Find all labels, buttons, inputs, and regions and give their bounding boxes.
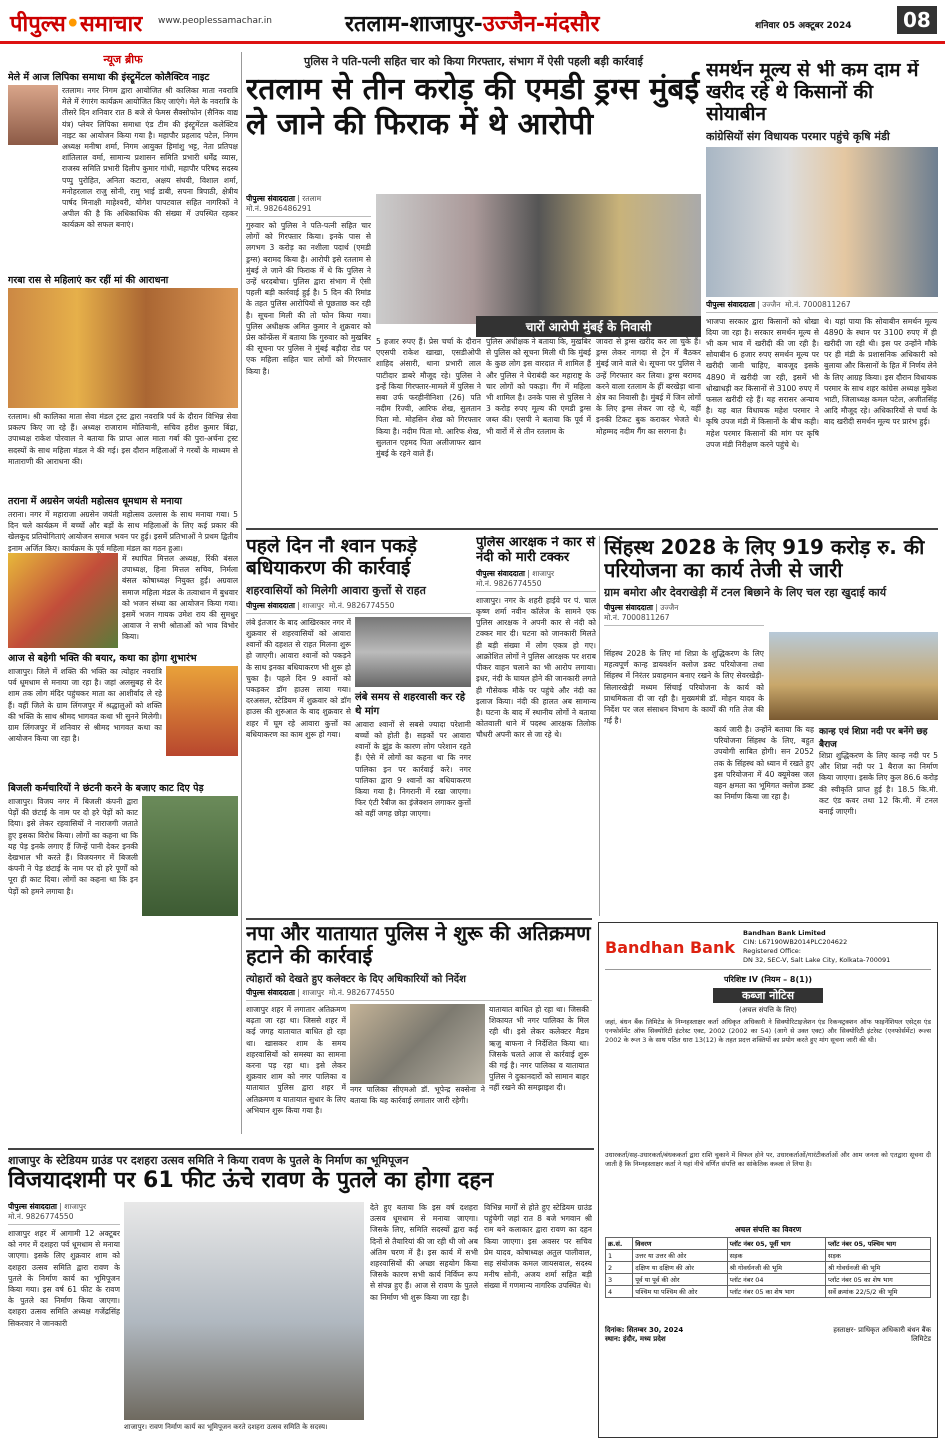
- simhastha-byline-city: उज्जैन: [660, 603, 679, 612]
- soy-col-2: थे। यहां पाया कि सोयाबीन समर्थन मूल्य 4890 के स्थान पर 3100 रुपए में ही खरीदी जा रही थी। इस पर उन्होंने मौके पर ही मंडी के प्रशासनिक अधिकारी को बुलाया और किसानों के हित में निर्णय लेने के लिए आग्रह किया। इस दौरान विधायक परमार के साथ शहर कांग्रेस अध्यक्ष मुकेश भाटी, जिलाध्यक्ष कमल पटेल, अजीतसिंह आदि मौजूद रहे। अधिकारियों से चर्चा के बाद खरीदी समर्थन मूल्य पर प्रारंभ हुई।: [824, 316, 937, 427]
- table-cell: 2: [606, 1262, 633, 1274]
- table-header-cell: विवरण: [633, 1238, 727, 1250]
- section-title-b: उज्जैन-मंदसौर: [482, 12, 600, 37]
- table-cell: श्री गोवर्धनजी की भूमि: [727, 1262, 825, 1274]
- garba-photo: [8, 288, 238, 408]
- ravan-byline-mobile: मो.नं. 9826774550: [8, 1212, 74, 1221]
- cop-headline: पुलिस आरक्षक ने कार से नंदी को मारी टक्कर: [476, 536, 596, 565]
- bandhan-bank-notice: [598, 922, 938, 1438]
- brief-body-3: तराना। नगर में महाराजा अग्रसेन जयंती महोत्सव उल्लास के साथ मनाया गया। 5 दिन चले कार्यक्रम में बच्चों और बड़ों के साथ महिलाओं के लिए कई प्रकार की खेलकूद प्रतियोगिताएं आयोजन समाज भवन पर हुई। इसमें प्रतिभाओं ने प्रथम द्वितीय इनाम अर्जित किए। कार्यक्रम के पूर्व महिला मंडल का गठन हुआ।: [8, 510, 238, 553]
- dog-col-2: आवारा श्वानों से सबसे ज्यादा परेशानी बच्चों को होती है। सड़कों पर आवारा श्वानों के झुंड के कारण लोग परेशान रहते हैं। ऐसे में लोगों का कहना था कि नगर पालिका इन पर कार्रवाई करे। नगर पालिका द्वारा 9 श्वानों का बधियाकरण किया गया है। निगरानी में रखा जाएगा। फिर एंटी रैबीज का इंजेक्शन लगाकर कुत्तों को वहीं जगह छोड़ा जाएगा।: [355, 719, 471, 819]
- ravan-photo-caption: शाजापुर। रावण निर्माण कार्य का भूमिपूजन करते दशहरा उत्सव समिति के सदस्य।: [124, 1423, 328, 1431]
- table-cell: प्लॉट नंबर 04: [727, 1274, 825, 1286]
- tree-photo: [142, 796, 238, 916]
- ad-body-1: जहां, बंधन बैंक लिमिटेड के निम्नहस्ताक्षर कर्ता अधिकृत अधिकारी ने सिक्योरिटाइजेशन एंड रिकन्स्ट्रक्शन ऑफ फाइनेंशियल एसेट्स एंड एनफोर्समेंट ऑफ सिक्योरिटी इंटरेस्ट एक्ट, 2002 (2002 का 54) (आगे से उक्त एक्ट) और सिक्योरिटी इंटरेस्ट (एनफोर्समेंट) रूल्स 2002 के रूल 3 के साथ पठित धारा 13(12) के तहत प्रदत्त शक्तियों का प्रयोग करते हुए मांग सूचना जारी की थी।: [605, 1018, 931, 1044]
- ravan-byline-name: पीपुल्स संवाददाता: [8, 1202, 57, 1211]
- section-title-a: रतलाम-शाजापुर-: [345, 12, 483, 37]
- bank-company: Bandhan Bank Limited: [743, 929, 826, 937]
- ravan-col-2: देते हुए बताया कि इस वर्ष दशहरा उत्सव धूमधाम से मनाया जाएगा। जिसके लिए, समिति सदस्यों द्वारा कई दिनों से तैयारियां की जा रही थी जो अब अंतिम चरण में है। इस कार्य में सभी शहरवासियों की अच्छा सहयोग किया जिसके कारण सभी कार्य निर्विघ्न रूप से संपन्न हुए हैं। आज से रावण के पुतले का निर्माण भी शुरू किया जा रहा है।: [370, 1203, 478, 1302]
- ad-appendix: परिशिष्ट IV (नियम – 8(1)): [723, 975, 813, 984]
- ravan-headline: विजयादशमी पर 61 फीट ऊंचे रावण के पुतले का होगा दहन: [8, 1168, 494, 1193]
- table-cell: प्लॉट नंबर 05 का शेष भाग: [727, 1286, 825, 1298]
- page-number: 08: [897, 6, 937, 34]
- table-row: [606, 1262, 931, 1274]
- lead-col-4: जावरा से ड्रग्स खरीद कर ला चुके हैं। ड्रग्स लेकर नागदा से ट्रेन में बैठकर मुंबई जाने वाले थे। सूचना पर पुलिस ने उन्हें गिरफ्तार कर लिया। ड्रग्स बरामद करने वाला रतलाम के हीं बरखेड़ा थाना क्षेत्र का निवासी है। मुंबई में जिन लोगों के लिए ड्रग्स लेकर जा रहे थे, वहीं इनकी टिकट बुक कराकर भेजते थे। मोहम्मद नदीम गैंग का सरगना है।: [596, 337, 701, 436]
- table-cell: सड़क: [727, 1250, 825, 1262]
- simhastha-byline: पीपुल्स संवाददाता | उज्जैन मो.नं. 7000811267: [604, 603, 764, 626]
- brief-headline-5: बिजली कर्मचारियों ने छंटनी करने के बजाए काट दिए पेड़: [8, 783, 204, 794]
- column-divider-2: [599, 536, 600, 916]
- brief-body-2: रतलाम। श्री कालिका माता सेवा मंडल ट्रस्ट द्वारा नवरात्रि पर्व के दौरान विभिन्न सेवा प्रकल्प किए जा रहे हैं। अध्यक्ष राजाराम मोतियानी, सचिव हरीश कुमार बिंद्रा, उपाध्यक्ष राकेश पोरवाल ने बताया कि प्राप्त आल माता गर्बा की पुरा-अर्चना ट्रस्ट सदस्यों के साथ महिला मंडल ने की गई। इस दौरान महिलाओं ने गरबों के माध्यम से माताराणी की आराधना की।: [8, 412, 238, 466]
- site-url: www.peoplessamachar.in: [158, 16, 272, 26]
- table-row: [606, 1250, 931, 1262]
- ad-body-2: उधारकर्ता/सह-उधारकर्ता/बंधककर्ता द्वारा राशि चुकाने में विफल होने पर, उधारकर्ताओं/गारंटीकर्ताओं और आम जनता को एतद्वारा सूचना दी जाती है कि निम्नहस्ताक्षर कर्ता ने यहां नीचे वर्णित संपत्ति का सांकेतिक कब्जा ले लिया है।: [605, 1151, 931, 1168]
- table-cell: सड़क: [825, 1250, 930, 1262]
- cop-byline-mobile: मो.नं. 9826774550: [476, 578, 542, 588]
- brief-body-5: शाजापुर। विजय नगर में बिजली कंपनी द्वारा पेड़ों की छंटाई के नाम पर दो हरे पेड़ों को काट दिया। इसे लेकर रहवासियों ने नाराजगी जताते हुए इसका विरोध किया। लोगों का कहना था कि यह पेड़ इनके लगाए हैं जिन्हें पानी देकर इनकी देखभाल भी करते हैं। विजयनगर में बिजली कंपनी ने पेड़ छंटाई के नाम पर दो हरे पूर्णों को पूरा ही काट दिया। लोगों का कहना था कि इन पेड़ों को हमने लगाया है।: [8, 797, 138, 896]
- table-cell: श्री गोवर्धनजी की भूमि: [825, 1262, 930, 1274]
- cop-byline-city: शाजापुर: [532, 568, 555, 578]
- soy-byline-mobile: मो.नं. 7000811267: [785, 299, 851, 309]
- section-divider-2: [246, 918, 592, 920]
- lead-byline-mobile: मो.नं. 9826486291: [246, 204, 312, 213]
- lead-col-2: 5 हजार रुपए हैं। प्रेस चर्चा के दौरान एएसपी राकेश खाखा, एसडीओपी शाहिद अंसारी, थाना प्रभारी लाल पाटीदार डाबरे मौजूद रहे। पुलिस ने इन्हें किया गिरफ्तार-मामले में पुलिस ने सबा उर्फ फरहीनीनिशा (26) पति नदीम रिज्वी, आरिफ शेख, सुलतान पिता मो. मोहसिन शेख को गिरफ्तार किया है। नदीम पिता मो. आरिफ शेख, सुलतान एहमद पिता अलीजाफर खान मुंबई के रहने वाले हैं।: [376, 337, 481, 459]
- soy-headline: समर्थन मूल्य से भी कम दाम में खरीद रहे थे किसानों की सोयाबीन: [706, 60, 919, 125]
- police-headline: नपा और यातायात पुलिस ने शुरू की अतिक्रमण हटाने की कार्रवाई: [246, 922, 591, 968]
- bank-address: DN 32, SEC-V, Salt Lake City, Kolkata-700091: [743, 956, 891, 964]
- ad-place: स्थान: इंदौर, मध्य प्रदेश: [605, 1335, 666, 1343]
- column-divider: [241, 52, 242, 1134]
- soy-byline-name: पीपुल्स संवाददाता: [706, 299, 755, 309]
- brief-body-4: शाजापुर। जिले में शक्ति की भक्ति का त्योहार नवरात्रि पर्व धूमधाम से मनाया जा रहा है। जहां अलसुबह से देर शाम तक लोग मंदिर पहुंचकर माता का आशीर्वाद ले रहे हैं। वहीं जिले के ग्राम लिंगजपुर में श्रद्धालुओं को शक्ति की भक्ति के साथ श्रीमद भागवत कथा भी सुनने मिलेगी। ग्राम लिंगजपुर में शनिवार से श्रीमद भागवत कथा का आयोजन किया जा रहा है।: [8, 667, 162, 744]
- brief-headline-2: गरबा रास से महिलाएं कर रहीं मां की आराधना: [8, 275, 169, 286]
- dog-photo: [355, 617, 471, 687]
- lead-byline: पीपुल्स संवाददाता | रतलाम मो.नं. 9826486291: [246, 194, 371, 217]
- lead-byline-city: रतलाम: [302, 194, 322, 203]
- section-divider: [246, 528, 938, 530]
- table-cell: 3: [606, 1274, 633, 1286]
- ad-date: दिनांक: सितम्बर 30, 2024: [605, 1326, 684, 1334]
- table-row: [606, 1274, 931, 1286]
- agrasen-photo: [8, 553, 118, 648]
- ravan-col-1: शाजापुर शहर में आगामी 12 अक्टूबर को नगर में दशहरा पर्व धूमधाम से मनाया जाएगा। इसके लिए शुक्रवार शाम को दशहरा उत्सव समिति द्वारा रावण के पुतले के निर्माण कार्य का भूमिपूजन किया गया। इस वर्ष 61 फीट के रावण के पुतले का निर्माण किया जाएगा। दशहरा उत्सव समिति अध्यक्ष गजेंद्रसिंह सिकरवार ने जानकारी: [8, 1229, 120, 1328]
- property-table: [605, 1237, 931, 1298]
- property-table-header: [606, 1238, 931, 1250]
- police-col-1: शाजापुर शहर में लगातार अतिक्रमण बढ़ता जा रहा था। जिससे शहर में कई जगह यातायात बाधित हो रहा था। खासकर शाम के समय शहरवासियों को समस्या का सामना करना पड़ रहा था। इसे लेकर शुक्रवार शाम को नगर पालिका व यातायात पुलिस द्वारा शहर में अतिक्रमण व यातायात सुधार के लिए अभियान शुरू किया गया है।: [246, 1005, 346, 1115]
- ravan-kicker: शाजापुर के स्टेडियम ग्राउंड पर दशहरा उत्सव समिति ने किया रावण के पुतले के निर्माण का भूमिपूजन: [8, 1154, 409, 1167]
- ad-title: कब्जा नोटिस: [713, 988, 823, 1003]
- cop-body: शाजापुर। नगर के शहरी हाईवे पर पं. चाल कृष्ण शर्मा नवीन कॉलेज के सामने एक पुलिस आरक्षक ने अपनी कार से नंदी को टक्कर मार दी। घटना को जानकारी मिलते ही बड़ी संख्या में लोग एकत्र हो गए। आक्रोशित लोगों ने पुलिस आरक्षक पर शराब पीकर वाहन चलाने का भी आरोप लगाया। इधर, नंदी के घायल होने की जानकारी लगते ही गौसेवक मौके पर पहुंचे और नंदी का इलाज किया। नंदी की हालत अब सामान्य है। घटना के बाद में स्थानीय लोगों ने बताया कोतवाली थाने में पदस्थ आरक्षक तिलोक चौधरी अपनी कार से जा रहे थे।: [476, 595, 596, 740]
- dog-byline: पीपुल्स संवाददाता | शाजापुर मो.नं. 9826774550: [246, 601, 471, 614]
- lead-col-1: गुरुवार को पुलिस ने पति-पत्नी सहित चार लोगों को गिरफ्तार किया। इनके पास से लगभग 3 करोड़ का नशीला पदार्थ (एमडी ड्रग्स) बरामद किया है। आरोपी इसे रतलाम से मुंबई ले जाने की फिराक में थे कि पुलिस ने उन्हें धरदबोचा। पुलिस द्वारा संभाग में ऐसी पहली बड़ी कार्रवाई हुई है। 5 दिन की रिमांड के तहत पुलिस आरोपियों से पूछताछ कर रही है। सूचना मिली की तो फोन किया गया। पुलिस अधीक्षक अमित कुमार ने शुक्रवार को प्रेस कॉन्फ्रेंस में बताया कि गुरुवार को मुखबिर की सूचना पर पुलिस ने मुंबई बड़ौदा रोड पर एक महिला सहित चार लोगों को गिरफ्तार किया है।: [246, 221, 371, 376]
- cop-story: [476, 536, 596, 916]
- simhastha-deck: ग्राम बमोरा और देवराखेड़ी में टनल बिछाने के लिए चल रहा खुदाई कार्य: [604, 586, 887, 599]
- simhastha-byline-mobile: मो.नं. 7000811267: [604, 613, 670, 622]
- table-cell: प्लॉट नंबर 05 का शेष भाग: [825, 1274, 930, 1286]
- brief-headline-3: तराना में अग्रसेन जयंती महोत्सव धूमधाम से मनाया: [8, 496, 182, 507]
- lead-photo-arrested: [376, 194, 701, 324]
- news-brief-column: [8, 52, 238, 1134]
- katha-photo: [166, 666, 238, 756]
- table-cell: सर्वे क्रमांक 22/5/2 की भूमि: [825, 1286, 930, 1298]
- ravan-photo: [124, 1202, 364, 1420]
- cop-byline: पीपुल्स संवाददाता | शाजापुर मो.नं. 9826774550: [476, 569, 596, 592]
- simhastha-photo: [769, 632, 938, 720]
- police-photo: [350, 1004, 485, 1084]
- police-byline-name: पीपुल्स संवाददाता: [246, 988, 295, 997]
- brief-label: न्यूज ब्रीफ: [103, 53, 143, 66]
- soy-deck: कांग्रेसियों संग विधायक परमार पहुंचे कृषि मंडी: [706, 129, 890, 143]
- police-byline-city: शाजापुर: [302, 988, 325, 997]
- dog-subhead: लंबे समय से शहरवासी कर रहे थे मांग: [355, 691, 466, 717]
- dog-byline-mobile: मो.नं. 9826774550: [328, 600, 395, 610]
- table-cell: 1: [606, 1250, 633, 1262]
- table-cell: 4: [606, 1286, 633, 1298]
- ravan-byline: पीपुल्स संवाददाता | शाजापुर मो.नं. 9826774550: [8, 1202, 120, 1225]
- simhastha-side-head: कान्ह एवं शिप्रा नदी पर बनेंगे छह बैराज: [819, 727, 928, 750]
- simhastha-col-3: शिप्रा शुद्धिकरण के लिए कान्ह नदी पर 5 और शिप्रा नदी पर 1 बैराज का निर्माण किया जाएगा। इसके लिए कुल 86.6 करोड़ की स्वीकृति प्राप्त हुई है। 18.5 कि.मी. कट एंड कवर तथा 12 कि.मी. में टनल बनाई जाएगी।: [819, 751, 938, 817]
- soy-col-1: भाजपा सरकार द्वारा किसानों को धोखा दिया जा रहा है। सरकार समर्थन मूल्य से भी कम भाव में खरीदी की जा रही है। सोयाबीन 6 हजार रुपए समर्थन मूल्य पर खरीदी जानी चाहिए, बावजूद इसके 4890 में खरीदी जा रही, इसमें भी धोखाधड़ी कर किसानों से 3100 रुपए में फसल खरीदी रहे हैं। यह सरासर अन्याय है। यह बात विधायक महेश परमार ने कृषि उपज मंडी में किसानों के बीच कही। महेश परमार किसानों की मांग पर कृषि उपज मंडी निरीक्षण करने पहुंचे थे।: [706, 316, 819, 449]
- simhastha-byline-name: पीपुल्स संवाददाता: [604, 603, 653, 612]
- police-byline: पीपुल्स संवाददाता | शाजापुर मो.नं. 9826774550: [246, 988, 592, 1001]
- table-header-cell: क्र.सं.: [606, 1238, 633, 1250]
- table-cell: दक्षिण या दक्षिण की ओर: [633, 1262, 727, 1274]
- bank-cin: CIN: L67190WB2014PLC204622: [743, 938, 848, 946]
- lead-photo-caption: चारों आरोपी मुंबई के निवासी: [476, 316, 701, 337]
- brief-body-1: रतलाम। नगर निगम द्वारा आयोजित श्री कालिका माता नवरात्रि मेले में रंगारंग कार्यक्रम आयोजित किए जाएंगे। मेले के नवरात्रि के तीसरे दिन शनिवार रात 8 बजे से फेमस सैक्सोफोन (सैनिक वाद्य यंत्र) प्लेयर लिपिका समाधा एंड टीम की इंस्ट्रूमेंटल कलेक्टिव नाइट का आयोजन किया गया है। महापौर प्रहलाद पटेल, निगम अध्यक्ष मनीषा शर्मा, निगम आयुक्त हिमांशु भट्ट, नेता प्रतिपक्ष शांतिलाल वर्मा, सामान्य प्रशासन समिति प्रभारी धर्मेंद्र व्यास, राजस्व समिति प्रभारी दिलीप कुमार गांधी, महापौर परिषद सदस्य पप्पु पुरोहित, अनिता कटारा, अक्षय संघवी, विशाल शर्मा, मनोहरलाल राजु सोनी, रामु भाई डाबी, सपना त्रिपाठी, क्षेत्रीय पार्षद मिनाक्षी माहेश्वरी, योगेश पापटवाल सहित नागरिकों ने अपील की है कि अधिकाधिक की संख्या में उपस्थित रहकर कार्यक्रम को सफल बनाएं।: [62, 86, 238, 230]
- brand-logo: [10, 8, 142, 38]
- table-cell: पश्चिम या पश्चिम की ओर: [633, 1286, 727, 1298]
- police-col-2: यातायात बाधित हो रहा था। जिसकी शिकायत भी नगर पालिका के मिल रही थी। इसे लेकर कलेक्टर मैडम ऋजु बाफना ने निर्देशित किया था। जिसके चलते आज से कार्रवाई शुरू की गई है। नगर पालिका व यातायात पुलिस ने दुकानदारों को सामान बाहर नहीं रखने की समझाइश दी।: [489, 1005, 589, 1093]
- dog-byline-name: पीपुल्स संवाददाता: [246, 600, 295, 610]
- table-cell: उत्तर या उत्तर की ओर: [633, 1250, 727, 1262]
- brief-portrait-photo: [8, 85, 58, 145]
- lead-byline-name: पीपुल्स संवाददाता: [246, 194, 295, 203]
- table-cell: पूर्व या पूर्व की ओर: [633, 1274, 727, 1286]
- police-photo-caption: नगर पालिका सीएमओ डॉ. भूपेन्द्र सक्सेना ने बताया कि यह कार्रवाई लगातार जारी रहेगी।: [350, 1085, 485, 1106]
- simhastha-headline: सिंहस्थ 2028 के लिए 919 करोड़ रु. की परियोजना का कार्य तेजी से जारी: [604, 536, 925, 582]
- dog-story: [246, 536, 471, 916]
- table-header-cell: प्लॉट नंबर 05, पूर्वी भाग: [727, 1238, 825, 1250]
- simhastha-story: [604, 536, 938, 916]
- dog-col-1: लंबे इंतजार के बाद आखिरकार नगर में शुक्रवार से शहरवासियों को आवारा श्वानों की दहशत से राहत मिलना शुरू हो जाएगी। आवारा श्वानों को पकड़ने के साथ इनका बधियाकरण भी शुरू हो चुका है। पहले दिन 9 श्वानों को पकड़कर डॉग हाउस लाया गया। दरअसल, स्टेडियम में शुक्रवार को डॉग हाउस की शुरुआत के बाद शुक्रवार से शहर में घूम रहे आवारा कुत्तों का बधियाकरण का काम शुरू हो गया।: [246, 617, 351, 739]
- soy-byline-city: उज्जैन: [762, 299, 781, 309]
- lead-col-3: पुलिस अधीक्षक ने बताया कि, मुखबिर से पुलिस को सूचना मिली थी कि मुंबई के कुछ लोग इस वारदात में शामिल हैं और पुलिस ने घेराबंदी कर महाराष्ट्र के चार लोगों को पकड़ा। गैंग में महिला भी शामिल है। उनके पास से पुलिस ने 3 करोड़ रुपए मूल्य की एमडी ड्रग्स जब्त की। एसपी ने बताया कि पूर्व में भी वारों में से तीन रतलाम के: [486, 337, 591, 436]
- dog-headline: पहले दिन नौ श्वान पकड़े बधियाकरण की कार्रवाई: [246, 536, 417, 579]
- ravan-byline-city: शाजापुर: [64, 1202, 87, 1211]
- bank-office-label: Registered Office:: [743, 947, 801, 955]
- soy-photo: [706, 147, 938, 297]
- brief-body-3b: में स्थापित मित्तल अध्यक्ष, रिंकी बंसल उपाध्यक्ष, हिना मित्तल सचिव, निर्मला बंसल कोषाध्यक्ष नियुक्त हुईं। अग्रवाल समाज महिला मंडल के तत्वाधान में बुधवार को भजन संध्या का आयोजन किया गया। इसमें भजन गायक उमेश राय की सुमधुर आवाज ने सभी श्रोताओं को भाव विभोर किया।: [122, 554, 238, 642]
- dog-deck: शहरवासियों को मिलेगी आवारा कुत्तों से राहत: [246, 583, 426, 597]
- simhastha-col-2: कार्य जारी है। उन्होंने बताया कि यह परियोजना सिंहस्थ के लिए, बहुत उपयोगी साबित होगी। सन 2052 तक के सिंहस्थ को ध्यान में रखते हुए इस परियोजना में 40 क्यूमेक्स जल वहन क्षमता का भूमिगत क्लोज डक्ट का निर्माण किया जा रहा है।: [714, 725, 814, 802]
- brief-headline-4: आज से बहेगी भक्ति की बयार, कथा का होगा शुभारंभ: [8, 653, 197, 664]
- ad-table-title: अचल संपत्ति का विवरण: [734, 1225, 802, 1234]
- masthead: [0, 0, 945, 44]
- dog-byline-city: शाजापुर: [302, 600, 325, 610]
- brand-right: समाचार: [79, 11, 143, 37]
- brand-left: पीपुल्स: [10, 11, 66, 37]
- ad-signature: हस्ताक्षर- प्राधिकृत अधिकारी बंधन बैंक लिमिटेड: [833, 1326, 931, 1343]
- lead-story: [246, 54, 701, 524]
- ravan-story: [8, 1148, 594, 1438]
- soy-byline: पीपुल्स संवाददाता | उज्जैन मो.नं. 7000811267: [706, 300, 938, 313]
- police-deck: त्योहारों को देखते हुए कलेक्टर के दिए अधिकारियों को निर्देश: [246, 974, 466, 985]
- brief-headline-1: मेले में आज लिपिका समाधा की इंस्ट्रूमेंटल कोलैक्टिव नाइट: [8, 72, 210, 83]
- section-title: [345, 8, 599, 38]
- cop-byline-name: पीपुल्स संवाददाता: [476, 568, 525, 578]
- issue-date: शनिवार 05 अक्टूबर 2024: [755, 21, 852, 31]
- lead-headline: रतलाम से तीन करोड़ की एमडी ड्रग्स मुंबई ले जाने की फिराक में थे आरोपी: [246, 72, 700, 142]
- police-byline-mobile: मो.नं. 9826774550: [328, 988, 395, 997]
- table-row: [606, 1286, 931, 1298]
- lead-kicker: पुलिस ने पति-पत्नी सहित चार को किया गिरफ्तार, संभाग में ऐसी पहली बड़ी कार्रवाई: [304, 55, 643, 68]
- table-header-cell: प्लॉट नंबर 05, पश्चिम भाग: [825, 1238, 930, 1250]
- soybean-story: [706, 60, 938, 524]
- simhastha-col-1: सिंहस्थ 2028 के लिए मां शिप्रा के शुद्धिकरण के लिए महत्वपूर्ण कान्ह डायवर्शन क्लोज डक्ट परियोजना तथा सिंहस्थ में निरंतर प्रवाहमान बनाए रखने के लिए सेवरखेड़ी-सिलारखेड़ी मध्यम सिंचाई परियोजना के कार्य को प्राथमिकता दी जा रही है। मुख्यमंत्री डॉ. मोहन यादव के निर्देश पर जल संसाधन विभाग के कार्यों की गति तेज की गई है।: [604, 649, 764, 726]
- ad-subtitle: (अचल संपत्ति के लिए): [739, 1006, 797, 1014]
- encroachment-story: [246, 922, 592, 1147]
- ravan-col-3: विभिन्न मार्गों से होते हुए स्टेडियम ग्राउंड पहुंचेगी जहां रात 8 बजे भगवान श्री राम बने कलाकार द्वारा रावण का दहन किया जाएगा। इस अवसर पर सचिव प्रेम यादव, कोषाध्यक्ष अतुल पालीवाल, सह संयोजक कमल जायसवाल, सदस्य मनीष सोनी, अजय शर्मा सहित बड़ी संख्या में गणमान्य नागरिक उपस्थित थे।: [484, 1203, 592, 1291]
- brand-dot: •: [65, 11, 80, 37]
- bank-logo: Bandhan Bank: [605, 937, 736, 957]
